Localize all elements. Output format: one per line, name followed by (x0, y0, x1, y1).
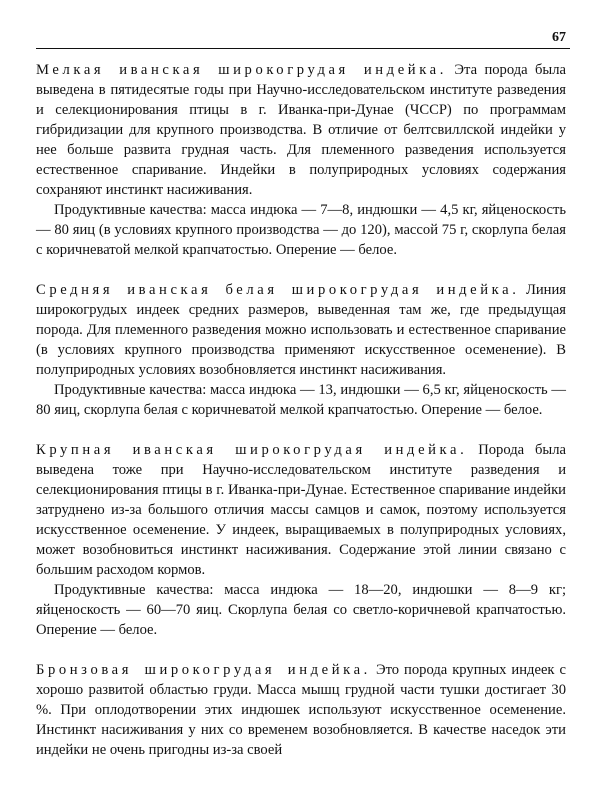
breed-description (36, 440, 566, 580)
header-rule (36, 48, 570, 49)
breed-description-text: Эта порода была выведена в пятидесятые годы при Научно-исследовательском институте разведения и селекционирования птицы в г. Иванка-при-Дунае (ЧССР) по программам гибридизации для крупного производства. В отличие от белтсвиллской индейки у нее больше развита грудная часть. Для племенного разведения используется естественное спаривание. Индейки в полуприродных условиях содержания сохраняют инстинкт насиживания. (36, 62, 567, 198)
page-number: 67 (552, 30, 566, 45)
breed-description (36, 280, 566, 380)
breed-description (36, 660, 566, 760)
breed-section-small-ivanka (36, 60, 566, 260)
productivity-paragraph: Продуктивные качества: масса индюка — 7—8, индюшки — 4,5 кг, яйценоскость — 80 яиц (в условиях крупного производства — до 120), массой 75 г, скорлупа белая с коричневатой мелкой крапчатостью. Оперение — белое. (36, 202, 566, 258)
breed-heading: Средняя иванская белая широкогрудая индейка. (36, 282, 520, 298)
breed-description-text: Линия широкогрудых индеек средних размеров, выведенная там же, где предыдущая порода. Для племенного разведения можно использовать и естественное спаривание (в условиях крупного производства применяют искусственное осеменение). В полуприродных условиях возобновляется инстинкт насиживания. (36, 282, 566, 378)
productivity-paragraph: Продуктивные качества: масса индюка — 18—20, индюшки — 8—9 кг; яйценоскость — 60—70 яиц. Скорлупа белая со светло-коричневой крапчатостью. Оперение — белое. (36, 582, 566, 638)
page-body (36, 60, 566, 780)
breed-description-text: Это порода крупных индеек с хорошо развитой областью груди. Масса мышц грудной части тушки достигает 30 %. При оплодотворении этих индюшек используют искусственное осеменение. Инстинкт насиживания у них со временем возобновляется. В качестве наседок эти индейки не очень пригодны из-за своей (36, 662, 566, 758)
breed-section-medium-ivanka (36, 280, 566, 420)
breed-description-text: Порода была выведена тоже при Научно-исследовательском институте разведения и селекционирования птицы в г. Иванка-при-Дунае. Естественное спаривание индейки затруднено из-за большого отличия массы самцов и самок, поэтому используется искусственное осеменение. У индеек, выращиваемых в полуприродных условиях, может возобновиться инстинкт насиживания. Содержание этой линии связано с большим расходом кормов. (36, 442, 566, 578)
breed-section-large-ivanka (36, 440, 566, 640)
breed-heading: Мелкая иванская широкогрудая индейка. (36, 62, 447, 78)
productivity-paragraph: Продуктивные качества: масса индюка — 13, индюшки — 6,5 кг, яйценоскость — 80 яиц, скорлупа белая с коричневатой мелкой крапчатостью. Оперение — белое. (36, 382, 566, 418)
breed-section-bronze (36, 660, 566, 760)
breed-heading: Бронзовая широкогрудая индейка. (36, 662, 371, 678)
breed-description (36, 60, 566, 200)
breed-heading: Крупная иванская широкогрудая индейка. (36, 442, 468, 458)
